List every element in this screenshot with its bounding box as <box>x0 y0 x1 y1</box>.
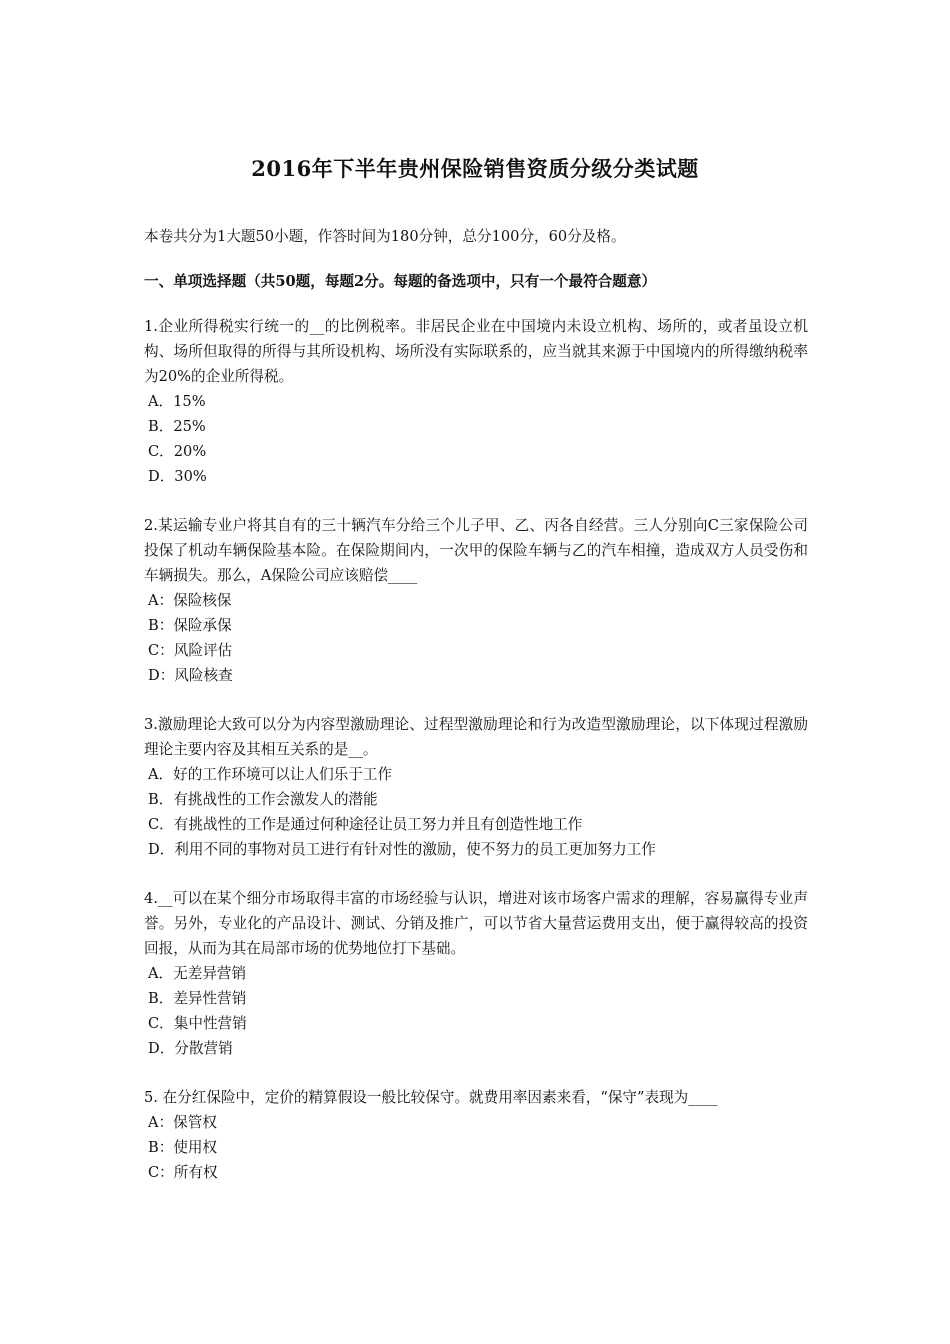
question-2 <box>144 513 808 688</box>
option-c: C．集中性营销 <box>148 1015 247 1032</box>
option-a: A：保管权 <box>148 1114 217 1131</box>
question-text: 5. 在分红保险中，定价的精算假设一般比较保守。就费用率因素来看，“保守”表现为____ <box>144 1089 718 1106</box>
section-heading: 一、单项选择题（共50题，每题2分。每题的备选项中，只有一个最符合题意） <box>144 273 657 290</box>
question-3 <box>144 712 808 862</box>
question-1 <box>144 314 808 489</box>
question-text: 1.企业所得税实行统一的__的比例税率。非居民企业在中国境内未设立机构、场所的，或者虽设立机构、场所但取得的所得与其所设机构、场所没有实际联系的，应当就其来源于中国境内的所得缴纳税率为20%的企业所得税。 <box>144 318 808 385</box>
question-4 <box>144 886 808 1061</box>
question-text: 3.激励理论大致可以分为内容型激励理论、过程型激励理论和行为改造型激励理论，以下体现过程激励理论主要内容及其相互关系的是__。 <box>144 716 808 758</box>
option-d: D：风险核查 <box>148 667 233 684</box>
question-text: 2.某运输专业户将其自有的三十辆汽车分给三个儿子甲、乙、丙各自经营。三人分别向C三家保险公司投保了机动车辆保险基本险。在保险期间内，一次甲的保险车辆与乙的汽车相撞，造成双方人员受伤和车辆损失。那么，A保险公司应该赔偿____ <box>144 517 808 584</box>
option-b: B．差异性营销 <box>148 990 247 1007</box>
question-text: 4.__可以在某个细分市场取得丰富的市场经验与认识，增进对该市场客户需求的理解，容易赢得专业声誉。另外，专业化的产品设计、测试、分销及推广，可以节省大量营运费用支出，便于赢得较高的投资回报，从而为其在局部市场的优势地位打下基础。 <box>144 890 808 957</box>
document-body <box>144 224 808 1209</box>
option-c: C．有挑战性的工作是通过何种途径让员工努力并且有创造性地工作 <box>148 816 583 833</box>
option-d: D．利用不同的事物对员工进行有针对性的激励，使不努力的员工更加努力工作 <box>148 841 656 858</box>
document-title: 2016年下半年贵州保险销售资质分级分类试题 <box>251 156 699 181</box>
option-a: A．15% <box>148 393 206 410</box>
option-b: B．有挑战性的工作会激发人的潜能 <box>148 791 378 808</box>
option-b: B．25% <box>148 418 206 435</box>
option-d: D．30% <box>148 468 207 485</box>
question-5 <box>144 1085 808 1185</box>
option-a: A．好的工作环境可以让人们乐于工作 <box>148 766 393 783</box>
option-a: A．无差异营销 <box>148 965 247 982</box>
option-c: C：所有权 <box>148 1164 218 1181</box>
option-c: C：风险评估 <box>148 642 233 659</box>
option-a: A：保险核保 <box>148 592 232 609</box>
option-c: C．20% <box>148 443 207 460</box>
option-d: D．分散营销 <box>148 1040 233 1057</box>
option-b: B：使用权 <box>148 1139 218 1156</box>
option-b: B：保险承保 <box>148 617 232 634</box>
exam-intro: 本卷共分为1大题50小题，作答时间为180分钟，总分100分，60分及格。 <box>144 228 626 245</box>
